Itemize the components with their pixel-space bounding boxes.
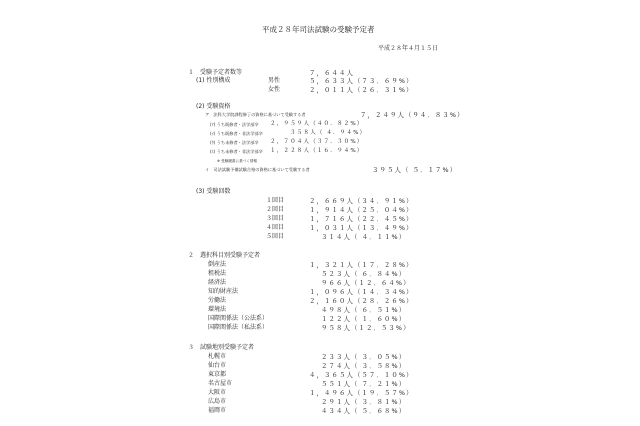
location-value: ２７４人（ ３．５８%） bbox=[321, 362, 407, 370]
subject-value: １，３２１人（１７．２８%） bbox=[309, 261, 414, 269]
female-label: 女性 bbox=[268, 86, 281, 93]
subject-label: 租税法 bbox=[208, 270, 227, 277]
location-value: ５５１人（ ７．２１%） bbox=[321, 380, 407, 388]
a-item-label: (ｴ) うち未修者・非法学部卒 bbox=[210, 149, 263, 154]
a-item-value: １，２２８人（１６．９４%） bbox=[270, 148, 364, 154]
a-item-label: (ｲ) うち既修者・非法学部卒 bbox=[210, 131, 263, 136]
document-title: 平成２８年司法試験の受験予定者 bbox=[262, 25, 375, 34]
subject-label: 国際関係法（私法系） bbox=[208, 324, 269, 331]
section-2-heading: ２ 選択科目別受験予定者 bbox=[188, 252, 261, 259]
subject-value: １，０９６人（１４．３４%） bbox=[309, 288, 414, 296]
total-value: ７，６４４人 bbox=[309, 69, 354, 77]
attempt-value: １，９１４人（２５．０４%） bbox=[309, 206, 414, 214]
location-value: ４３４人（ ５．６８%） bbox=[321, 407, 407, 415]
attempt-label: ２回目 bbox=[266, 206, 285, 213]
attempt-label: ３回目 bbox=[266, 215, 285, 222]
gender-heading: (1) 性別構成 bbox=[196, 77, 231, 84]
location-label: 札幌市 bbox=[208, 353, 227, 360]
subject-label: 労働法 bbox=[208, 297, 227, 304]
location-value: ２３３人（ ３．０５%） bbox=[321, 353, 407, 361]
attempt-label: １回目 bbox=[266, 197, 285, 204]
subject-label: 環境法 bbox=[208, 306, 227, 313]
location-label: 名古屋市 bbox=[208, 380, 233, 387]
location-value: ４，３６５人（５７．１０%） bbox=[309, 371, 414, 379]
subject-value: ５２３人（ ６．８４%） bbox=[321, 270, 407, 278]
qualification-a-value: ７，２４９人（９４．８３%） bbox=[360, 111, 465, 119]
section-3-heading: ３ 試験地別受験予定者 bbox=[188, 344, 255, 351]
attempt-value: ３１４人（ ４．１１%） bbox=[321, 233, 407, 241]
location-label: 福岡市 bbox=[208, 407, 227, 414]
attempt-value: １，７１６人（２２．４５%） bbox=[309, 215, 414, 223]
a-item-value: ２，９５９人（４０．８２%） bbox=[270, 121, 364, 127]
female-value: ２，０１１人（２６．３１%） bbox=[309, 86, 414, 94]
subject-value: ９６６人（１２．６４%） bbox=[321, 279, 411, 287]
attempt-value: １，０３１人（１３．４９%） bbox=[309, 224, 414, 232]
subject-value: ９５８人（１２．５３%） bbox=[321, 324, 411, 332]
male-label: 男性 bbox=[268, 77, 281, 84]
subject-value: ２，１６０人（２８．２６%） bbox=[309, 297, 414, 305]
location-label: 広島市 bbox=[208, 398, 227, 405]
a-note: ※ 受験願書に基づく情報 bbox=[217, 159, 258, 163]
a-item-value: ３５８人（ ４．９４%） bbox=[290, 130, 367, 136]
a-item-label: (ｱ) うち既修者・法学部卒 bbox=[210, 122, 259, 127]
location-label: 大阪市 bbox=[208, 389, 227, 396]
subject-label: 倒産法 bbox=[208, 261, 227, 268]
subject-value: ４９８人（ ６．５１%） bbox=[321, 306, 407, 314]
subject-value: １２２人（ １．６０%） bbox=[321, 315, 407, 323]
attempt-label: ４回目 bbox=[266, 224, 285, 231]
male-value: ５，６３３人（７３．６９%） bbox=[309, 77, 414, 85]
location-value: １，４９６人（１９．５７%） bbox=[309, 389, 414, 397]
location-label: 東京都 bbox=[208, 371, 227, 378]
document-date: 平成２８年４月１５日 bbox=[378, 45, 439, 52]
attempt-value: ２，６６９人（３４．９１%） bbox=[309, 197, 414, 205]
attempts-heading: (3) 受験回数 bbox=[196, 188, 231, 195]
section-1-heading: １ 受験予定者数等 bbox=[188, 69, 243, 76]
qualification-i-value: ３９５人（ ５．１７%） bbox=[372, 166, 458, 174]
subject-label: 国際関係法（公法系） bbox=[208, 315, 269, 322]
subject-label: 知的財産法 bbox=[208, 288, 239, 295]
a-item-value: ２，７０４人（３７．３０%） bbox=[270, 139, 364, 145]
qualification-a-label: ア 法科大学院課程修了の資格に基づいて受験する者 bbox=[205, 112, 306, 117]
a-item-label: (ｳ) うち未修者・法学部卒 bbox=[210, 140, 259, 145]
subject-label: 経済法 bbox=[208, 279, 227, 286]
qualification-heading: (2) 受験資格 bbox=[196, 103, 231, 110]
qualification-i-label: イ 司法試験予備試験合格の資格に基づいて受験する者 bbox=[205, 167, 310, 172]
location-label: 仙台市 bbox=[208, 362, 227, 369]
attempt-label: ５回目 bbox=[266, 233, 285, 240]
location-value: ２９１人（ ３．８１%） bbox=[321, 398, 407, 406]
